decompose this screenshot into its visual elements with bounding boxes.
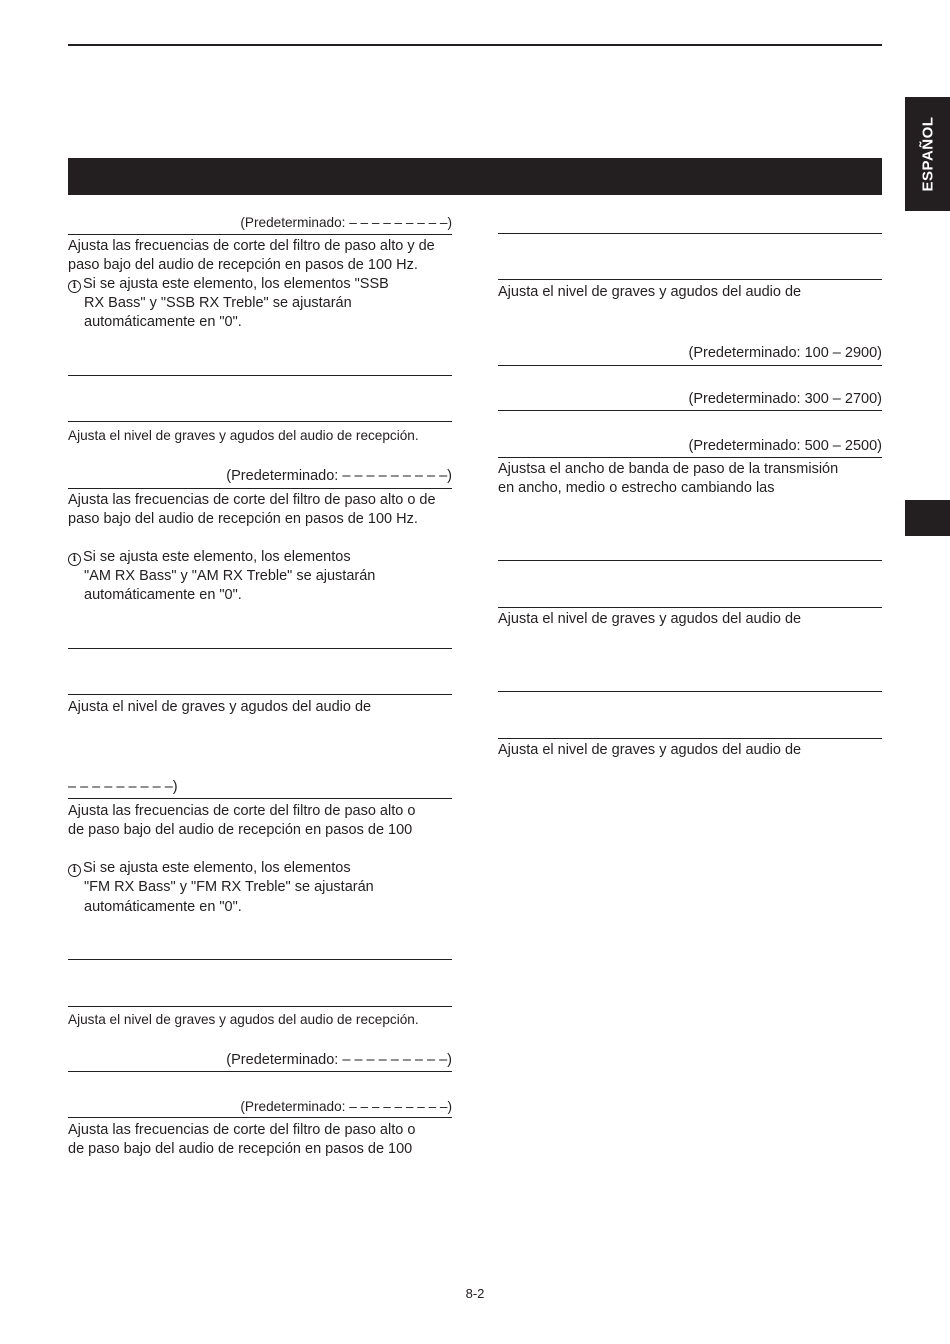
item-rule (68, 421, 452, 422)
item-rule (68, 1071, 452, 1072)
note-line: automáticamente en "0". (84, 899, 242, 915)
item-rule (498, 560, 882, 561)
item-rule (498, 738, 882, 739)
default-value: (Predeterminado: 300 – 2700) (688, 391, 882, 407)
description-line: Ajusta el nivel de graves y agudos del audio de recepción. (68, 428, 419, 443)
default-value: (Predeterminado: – – – – – – – – –) (226, 468, 452, 484)
default-value: (Predeterminado: – – – – – – – – –) (240, 215, 452, 230)
description-line: paso bajo del audio de recepción en pasos de 100 Hz. (68, 511, 418, 527)
item-rule (68, 959, 452, 960)
item-rule (498, 365, 882, 366)
note-line (68, 859, 351, 879)
note-line: automáticamente en "0". (84, 314, 242, 330)
description-line: de paso bajo del audio de recepción en pasos de 100 (68, 822, 413, 838)
item-rule (68, 798, 452, 799)
note-line: RX Bass" y "SSB RX Treble" se ajustarán (84, 295, 352, 311)
item-rule (68, 234, 452, 235)
chapter-tab-marker (905, 500, 950, 536)
item-rule (498, 279, 882, 280)
item-rule (68, 488, 452, 489)
description-line: en ancho, medio o estrecho cambiando las (498, 480, 775, 496)
default-value: (Predeterminado: – – – – – – – – –) (226, 1052, 452, 1068)
default-value: – – – – – – – – –) (68, 779, 178, 795)
description-line: Ajusta el nivel de graves y agudos del audio de (68, 699, 372, 715)
info-icon: i (68, 864, 81, 877)
note-line: "FM RX Bass" y "FM RX Treble" se ajustarán (84, 879, 374, 895)
info-icon: i (68, 280, 81, 293)
note-line: automáticamente en "0". (84, 587, 242, 603)
description-line: Ajusta las frecuencias de corte del filtro de paso alto y de (68, 238, 435, 254)
note-text: Si se ajusta este elemento, los elementos (83, 860, 351, 876)
default-value: (Predeterminado: – – – – – – – – –) (240, 1099, 452, 1114)
note-text: Si se ajusta este elemento, los elementos "SSB (83, 276, 389, 292)
note-line (68, 548, 351, 568)
item-rule (68, 1117, 452, 1118)
default-value: (Predeterminado: 100 – 2900) (688, 345, 882, 361)
item-rule (498, 607, 882, 608)
item-rule (498, 410, 882, 411)
item-rule (68, 648, 452, 649)
description-line: Ajusta el nivel de graves y agudos del audio de (498, 284, 802, 300)
item-rule (68, 375, 452, 376)
description-line: Ajusta el nivel de graves y agudos del audio de (498, 742, 802, 758)
description-line: Ajusta las frecuencias de corte del filtro de paso alto o de (68, 492, 436, 508)
note-line: "AM RX Bass" y "AM RX Treble" se ajustarán (84, 568, 376, 584)
description-line: Ajustsa el ancho de banda de paso de la transmisión (498, 461, 839, 477)
description-line: paso bajo del audio de recepción en pasos de 100 Hz. (68, 257, 418, 273)
description-line: Ajusta las frecuencias de corte del filtro de paso alto o (68, 1122, 416, 1138)
language-tab (905, 97, 950, 211)
note-text: Si se ajusta este elemento, los elementos (83, 549, 351, 565)
item-rule (68, 694, 452, 695)
description-line: de paso bajo del audio de recepción en pasos de 100 (68, 1141, 413, 1157)
description-line: Ajusta el nivel de graves y agudos del audio de (498, 611, 802, 627)
item-rule (68, 1006, 452, 1007)
section-title-bar (68, 158, 882, 195)
item-rule (498, 691, 882, 692)
item-rule (498, 457, 882, 458)
language-tab-label: ESPAÑOL (919, 116, 936, 192)
item-rule (498, 233, 882, 234)
description-line: Ajusta las frecuencias de corte del filtro de paso alto o (68, 803, 416, 819)
default-value: (Predeterminado: 500 – 2500) (688, 438, 882, 454)
info-icon: i (68, 553, 81, 566)
header-rule (68, 44, 882, 46)
description-line: Ajusta el nivel de graves y agudos del audio de recepción. (68, 1012, 419, 1027)
page-number: 8-2 (465, 1286, 485, 1301)
note-line (68, 275, 389, 295)
